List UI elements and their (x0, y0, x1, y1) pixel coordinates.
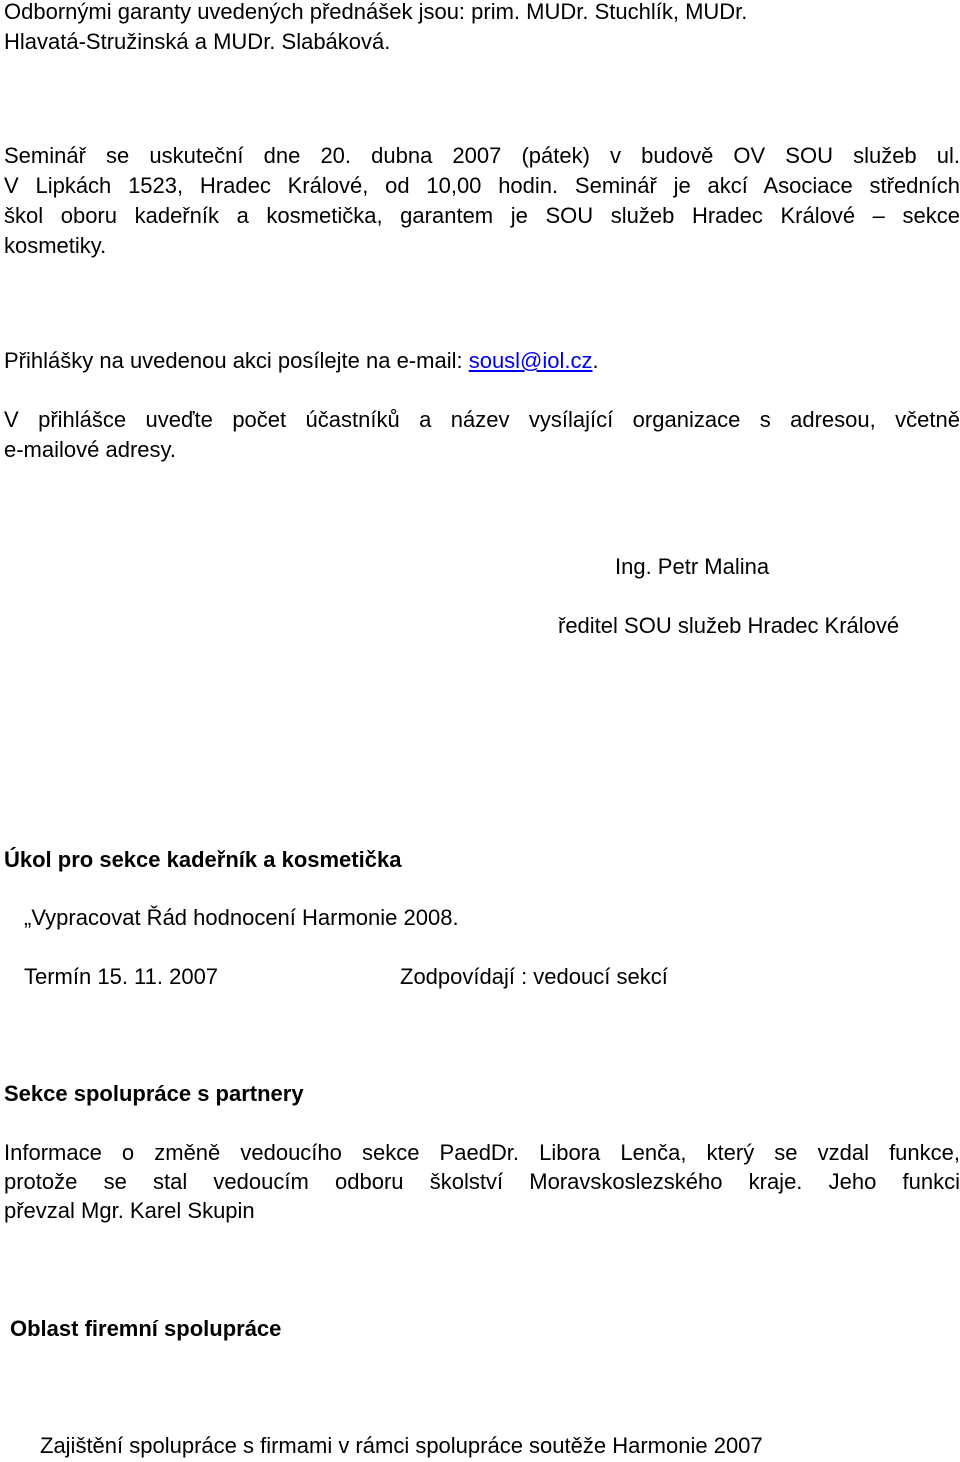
application-line-2: e-mailové adresy. (4, 437, 176, 462)
signature-name: Ing. Petr Malina (615, 554, 770, 579)
seminar-line-2: V Lipkách 1523, Hradec Králové, od 10,00 hodin. Seminář je akcí Asociace středních (4, 173, 960, 198)
guarantors-line-1: Odbornými garanty uvedených přednášek jsou: prim. MUDr. Stuchlík, MUDr. (4, 0, 748, 24)
partners-line-2: protože se stal vedoucím odboru školství Moravskoslezského kraje. Jeho funkci (4, 1169, 960, 1194)
registration-line (4, 346, 960, 375)
task-heading: Úkol pro sekce kadeřník a kosmetička (4, 847, 402, 872)
partners-line-3: převzal Mgr. Karel Skupin (4, 1198, 255, 1223)
seminar-line-4: kosmetiky. (4, 233, 107, 258)
seminar-line-1: Seminář se uskuteční dne 20. dubna 2007 (pátek) v budově OV SOU služeb ul. (4, 143, 960, 168)
task-item: „Vypracovat Řád hodnocení Harmonie 2008. (24, 905, 459, 930)
email-link[interactable]: sousl@iol.cz (468, 348, 593, 373)
application-line-1: V přihlášce uveďte počet účastníků a název vysílající organizace s adresou, včetně (4, 407, 960, 432)
partners-heading: Sekce spolupráce s partnery (4, 1081, 304, 1106)
signature-title: ředitel SOU služeb Hradec Králové (558, 613, 900, 638)
corporate-heading: Oblast firemní spolupráce (10, 1316, 282, 1341)
registration-end: . (592, 348, 599, 373)
task-responsible: Zodpovídají : vedoucí sekcí (400, 964, 668, 989)
guarantors-line-2: Hlavatá-Stružinská a MUDr. Slabáková. (4, 29, 391, 54)
registration-text: Přihlášky na uvedenou akci posílejte na e-mail: (4, 348, 469, 373)
seminar-line-3: škol oboru kadeřník a kosmetička, garantem je SOU služeb Hradec Králové – sekce (4, 203, 960, 228)
corporate-line-1: Zajištění spolupráce s firmami v rámci spolupráce soutěže Harmonie 2007 (40, 1433, 763, 1458)
partners-line-1: Informace o změně vedoucího sekce PaedDr. Libora Lenča, který se vzdal funkce, (4, 1140, 960, 1165)
task-deadline: Termín 15. 11. 2007 (24, 964, 219, 989)
